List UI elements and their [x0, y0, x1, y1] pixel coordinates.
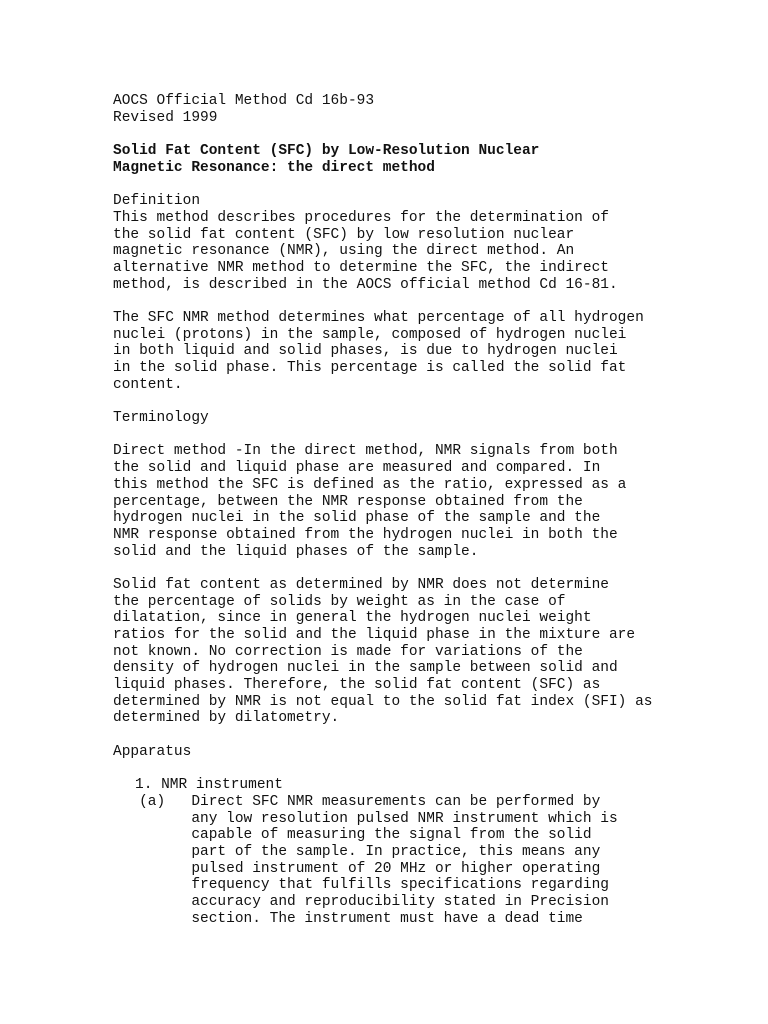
document-page — [113, 93, 658, 927]
text-line: content. — [113, 376, 183, 393]
text-line: determined by dilatometry. — [113, 710, 340, 727]
text-line: the solid fat content (SFC) by low resolution nuclear — [113, 226, 575, 243]
spacer — [113, 427, 658, 444]
spacer — [113, 761, 658, 778]
definition-heading: Definition — [113, 193, 201, 210]
revised-date: Revised 1999 — [113, 109, 218, 126]
text-line: magnetic resonance (NMR), using the direct method. An — [113, 243, 575, 260]
text-line: The SFC NMR method determines what percentage of all hydrogen — [113, 309, 644, 326]
text-line: this method the SFC is defined as the ratio, expressed as a — [113, 476, 627, 493]
terminology-heading: Terminology — [113, 410, 209, 427]
text-line: the solid and liquid phase are measured and compared. In — [113, 460, 601, 477]
text-line: solid and the liquid phases of the sample. — [113, 543, 479, 560]
terminology-paragraph-2 — [113, 577, 658, 727]
method-title: AOCS Official Method Cd 16b-93 — [113, 93, 375, 109]
apparatus-list — [113, 777, 658, 927]
definition-paragraph-1 — [113, 210, 658, 293]
text-line: pulsed instrument of 20 MHz or higher operating — [113, 860, 601, 877]
text-line: density of hydrogen nuclei in the sample between solid and — [113, 660, 618, 677]
text-line: in the solid phase. This percentage is called the solid fat — [113, 360, 627, 376]
spacer — [113, 727, 658, 744]
text-line: the percentage of solids by weight as in the case of — [113, 593, 566, 610]
text-line: ratios for the solid and the liquid phase in the mixture are — [113, 627, 636, 643]
list-item-nmr-instrument: 1. NMR instrument — [135, 777, 283, 794]
text-line: determined by NMR is not equal to the solid fat index (SFI) as — [113, 693, 653, 710]
text-line: dilatation, since in general the hydrogen nuclei weight — [113, 610, 592, 627]
text-line: Direct method -In the direct method, NMR signals from both — [113, 443, 618, 460]
text-line: hydrogen nuclei in the solid phase of the sample and the — [113, 510, 601, 527]
text-line: NMR response obtained from the hydrogen nuclei in both the — [113, 526, 618, 543]
spacer — [113, 293, 658, 310]
document-title-line-1: Solid Fat Content (SFC) by Low-Resolution Nuclear — [113, 143, 540, 160]
text-line: (a) Direct SFC NMR measurements can be performed by — [113, 793, 601, 810]
text-line: Solid fat content as determined by NMR does not determine — [113, 576, 609, 593]
text-line: not known. No correction is made for variations of the — [113, 643, 583, 660]
text-line: capable of measuring the signal from the solid — [113, 827, 592, 844]
text-line: liquid phases. Therefore, the solid fat content (SFC) as — [113, 677, 601, 694]
text-line: method, is described in the AOCS official method Cd 16-81. — [113, 276, 618, 293]
spacer — [113, 176, 658, 193]
spacer — [113, 560, 658, 577]
text-line: alternative NMR method to determine the SFC, the indirect — [113, 259, 609, 276]
terminology-paragraph-1 — [113, 443, 658, 560]
spacer — [113, 126, 658, 143]
spacer — [113, 393, 658, 410]
text-line: accuracy and reproducibility stated in Precision — [113, 894, 609, 910]
text-line: in both liquid and solid phases, is due to hydrogen nuclei — [113, 343, 618, 360]
document-title-line-2: Magnetic Resonance: the direct method — [113, 159, 435, 176]
text-line: section. The instrument must have a dead time — [113, 910, 583, 927]
text-line: percentage, between the NMR response obtained from the — [113, 493, 583, 510]
definition-paragraph-2 — [113, 310, 658, 393]
apparatus-heading: Apparatus — [113, 743, 192, 760]
text-line: any low resolution pulsed NMR instrument which is — [113, 810, 618, 827]
text-line: frequency that fulfills specifications regarding — [113, 877, 609, 894]
text-line: This method describes procedures for the determination of — [113, 209, 609, 226]
text-line: nuclei (protons) in the sample, composed of hydrogen nuclei — [113, 326, 627, 343]
text-line: part of the sample. In practice, this means any — [113, 843, 601, 860]
